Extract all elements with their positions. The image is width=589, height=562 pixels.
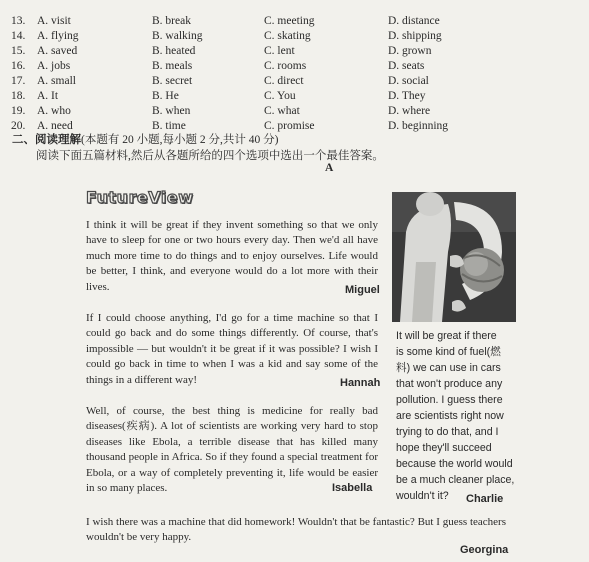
- question-number: 17.: [11, 75, 26, 87]
- option-b: B. meals: [152, 60, 193, 72]
- charlie-line: trying to do that, and I: [396, 426, 499, 438]
- question-number: 13.: [11, 15, 26, 27]
- option-a: A. jobs: [37, 60, 71, 72]
- futureview-logo: FutureView: [86, 188, 194, 207]
- charlie-line: is some kind of fuel(燃: [396, 346, 501, 358]
- option-b: B. time: [152, 120, 186, 132]
- option-b: B. secret: [152, 75, 193, 87]
- option-b: B. He: [152, 90, 179, 102]
- charlie-name: Charlie: [466, 493, 504, 505]
- question-number: 19.: [11, 105, 26, 117]
- miguel-paragraph: I think it will be great if they invent something so that we only have to sleep for one or two hours every day. Then we'd all have much more time to do things and to enjoy ourselves. Life would be better, I think, and everyone would do a lot more with their lives.: [86, 219, 378, 293]
- option-c: C. skating: [264, 30, 311, 42]
- option-c: C. rooms: [264, 60, 307, 72]
- option-a: A. It: [37, 90, 59, 102]
- charlie-line: 料) we can use in cars: [396, 362, 501, 374]
- section-instruction: 阅读下面五篇材料,然后从各题所给的四个选项中选出一个最佳答案。: [36, 150, 384, 162]
- question-number: 18.: [11, 90, 26, 102]
- option-a: A. need: [37, 120, 73, 132]
- part-label: A: [325, 162, 334, 174]
- isabella-paragraph: Well, of course, the best thing is medicine for really bad diseases(疾病). A lot of scientists are working very hard to stop diseases like Ebola, a terrible disease that has killed many thousand people in Africa. So if they found a special treatment for Ebola, or a way of completely preventing it, life would be easier in so many places.: [86, 405, 378, 495]
- hannah-paragraph: If I could choose anything, I'd go for a time machine so that I could go back and do some things differently. Of course, that's impossible — but wouldn't it be great if it was possible? I wish I could go back in time to when I was a kid and say some of the things in a different way!: [86, 312, 378, 386]
- isabella-name: Isabella: [332, 482, 373, 494]
- miguel-name: Miguel: [345, 284, 380, 296]
- option-a: A. who: [37, 105, 71, 117]
- charlie-line: hope they'll succeed: [396, 442, 492, 454]
- charlie-line: It will be great if there: [396, 330, 497, 342]
- charlie-line: that won't produce any: [396, 378, 503, 390]
- option-c: C. promise: [264, 120, 315, 132]
- option-d: D. social: [388, 75, 429, 87]
- option-d: D. seats: [388, 60, 425, 72]
- option-a: A. small: [37, 75, 76, 87]
- option-c: C. You: [264, 90, 296, 102]
- option-c: C. meeting: [264, 15, 315, 27]
- charlie-line: be a much cleaner place,: [396, 474, 515, 486]
- option-c: C. direct: [264, 75, 304, 87]
- option-a: A. flying: [37, 30, 79, 42]
- option-d: D. beginning: [388, 120, 449, 132]
- option-d: D. shipping: [388, 30, 442, 42]
- option-c: C. what: [264, 105, 300, 117]
- option-b: B. heated: [152, 45, 196, 57]
- question-number: 15.: [11, 45, 26, 57]
- charlie-line: pollution. I guess there: [396, 394, 503, 406]
- charlie-line: are scientists right now: [396, 410, 504, 422]
- option-d: D. They: [388, 90, 426, 102]
- option-a: A. saved: [37, 45, 78, 57]
- question-number: 20.: [11, 120, 26, 132]
- option-c: C. lent: [264, 45, 295, 57]
- option-b: B. break: [152, 15, 191, 27]
- illustration-photo: [392, 192, 516, 322]
- section-heading: [12, 131, 278, 147]
- scientist-illustration: [392, 192, 516, 322]
- option-b: B. when: [152, 105, 191, 117]
- hannah-name: Hannah: [340, 377, 381, 389]
- option-d: D. distance: [388, 15, 440, 27]
- charlie-line: because the world would: [396, 458, 513, 470]
- option-b: B. walking: [152, 30, 203, 42]
- question-number: 14.: [11, 30, 26, 42]
- georgina-paragraph: I wish there was a machine that did homework! Wouldn't that be fantastic? But I guess teachers wouldn't be very happy.: [86, 516, 506, 544]
- charlie-line: wouldn't it?: [396, 490, 449, 502]
- charlie-paragraph: [396, 328, 515, 504]
- section-title: 二、阅读理解: [12, 134, 81, 146]
- option-a: A. visit: [37, 15, 71, 27]
- option-d: D. where: [388, 105, 431, 117]
- question-number: 16.: [11, 60, 26, 72]
- option-d: D. grown: [388, 45, 432, 57]
- georgina-name: Georgina: [460, 544, 509, 556]
- section-note: (本题有 20 小题,每小题 2 分,共计 40 分): [81, 134, 279, 146]
